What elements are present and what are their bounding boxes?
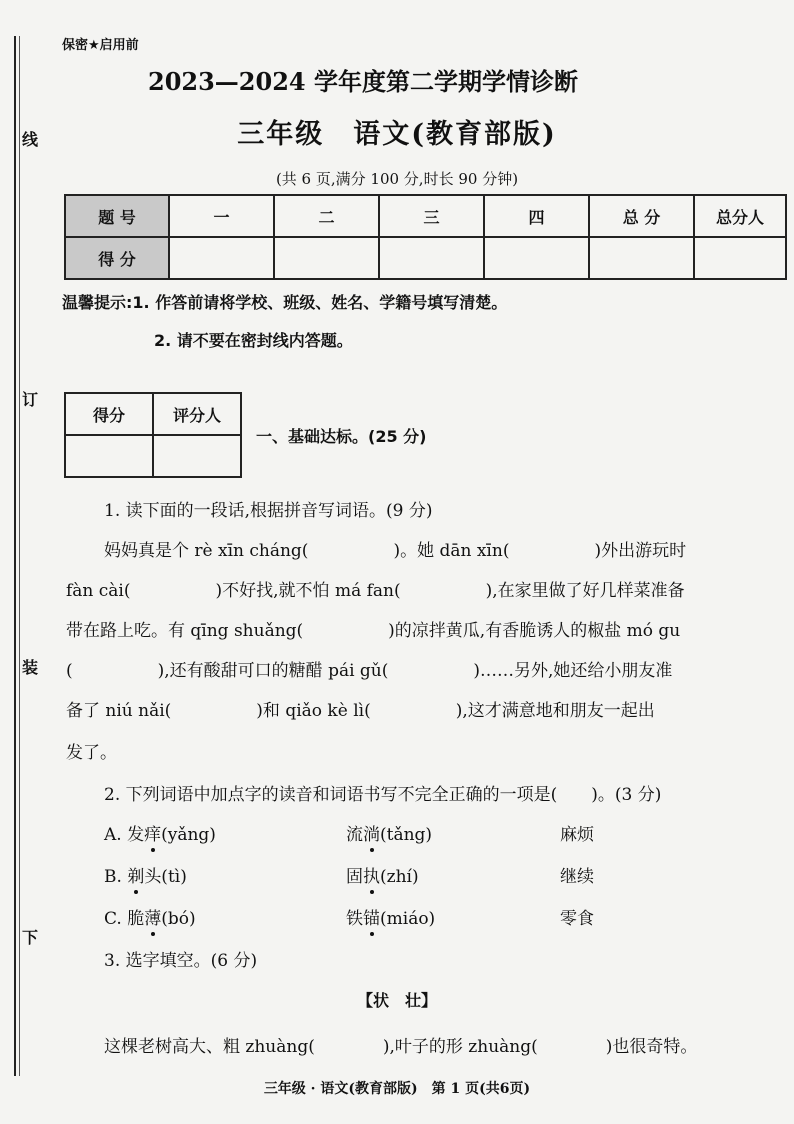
q1-title: 1. 读下面的一段话,根据拼音写词语。(9 分): [104, 501, 433, 521]
q2-option-b-word2: [346, 862, 419, 887]
dotted-char: 淌: [363, 825, 380, 845]
exam-subtitle: 三年级 语文(教育部版): [237, 119, 557, 150]
q1-line: 妈妈真是个 rè xīn cháng( )。她 dān xīn( )外出游玩时: [104, 541, 687, 561]
dotted-char: 执: [363, 867, 380, 887]
q2-option-c-word2: [346, 904, 435, 929]
pinyin: (bó): [161, 909, 196, 929]
word-text: 固: [346, 867, 363, 887]
page-footer: 三年级 · 语文(教育部版) 第 1 页(共6页): [263, 1081, 531, 1097]
exam-info: (共 6 页,满分 100 分,时长 90 分钟): [275, 170, 519, 188]
pinyin: (tǎng): [380, 825, 433, 845]
score-table-col-2: 二: [274, 195, 379, 237]
q2-option-b: [104, 862, 187, 887]
score-table-col-3: 三: [379, 195, 484, 237]
q2-option-a-word3: 麻烦: [560, 825, 594, 845]
binding-line-inner: [19, 36, 20, 1076]
dotted-char: 薄: [144, 909, 162, 929]
dotted-char: 锚: [363, 909, 380, 929]
pinyin: (miáo): [380, 909, 436, 929]
q2-option-a-word2: [346, 820, 432, 845]
q3-title: 3. 选字填空。(6 分): [104, 951, 258, 971]
score-cell[interactable]: [484, 237, 589, 279]
q2-title: 2. 下列词语中加点字的读音和词语书写不完全正确的一项是( )。(3 分): [104, 785, 662, 805]
word-text: 流: [346, 825, 363, 845]
pinyin: (yǎng): [161, 825, 216, 845]
grader-name-cell[interactable]: [153, 435, 241, 477]
q1-line: 发了。: [66, 743, 117, 763]
option-label: A.: [104, 825, 122, 845]
score-table-col-total: 总 分: [589, 195, 694, 237]
q1-line: fàn cài( )不好找,就不怕 má fan( ),在家里做了好几样菜准备: [66, 581, 685, 601]
q3-chars: 【状 壮】: [356, 991, 437, 1010]
score-cell[interactable]: [379, 237, 484, 279]
score-table-header-label: 题 号: [65, 195, 169, 237]
grader-table-grader-label: 评分人: [153, 393, 241, 435]
dotted-char: 痒: [144, 825, 162, 845]
word-text: 脆: [127, 909, 145, 929]
dotted-char: 剃: [127, 867, 145, 887]
pinyin: 头(tì): [144, 867, 187, 887]
tips-line-1: [62, 290, 507, 313]
exam-title: 2023—2024 学年度第二学期学情诊断: [148, 67, 578, 96]
grader-score-cell[interactable]: [65, 435, 153, 477]
option-label: C.: [104, 909, 122, 929]
tip-item: 2. 请不要在密封线内答题。: [154, 331, 353, 350]
tip-item: 1. 作答前请将学校、班级、姓名、学籍号填写清楚。: [132, 293, 508, 312]
score-table-col-1: 一: [169, 195, 274, 237]
score-cell[interactable]: [169, 237, 274, 279]
word-text: 铁: [346, 909, 363, 929]
grader-table: [64, 392, 242, 478]
score-table-row-label: 得 分: [65, 237, 169, 279]
q3-sentence: 这棵老树高大、粗 zhuàng( ),叶子的形 zhuàng( )也很奇特。: [104, 1037, 698, 1057]
q2-option-b-word3: 继续: [560, 867, 594, 887]
confidential-label: 保密★启用前: [62, 38, 139, 53]
side-label-xian: 线: [22, 130, 39, 149]
score-cell[interactable]: [274, 237, 379, 279]
side-label-xia: 下: [22, 928, 39, 947]
score-table-col-4: 四: [484, 195, 589, 237]
q1-line: 备了 niú nǎi( )和 qiǎo kè lì( ),这才满意地和朋友一起出: [66, 701, 655, 721]
q1-line: 带在路上吃。有 qīng shuǎng( )的凉拌黄瓜,有香脆诱人的椒盐 mó gu: [66, 621, 681, 641]
score-cell[interactable]: [589, 237, 694, 279]
side-label-zhuang: 装: [22, 658, 39, 677]
section-1-title: 一、基础达标。(25 分): [256, 427, 427, 446]
tips-label: 温馨提示:: [62, 293, 133, 312]
pinyin: (zhí): [380, 867, 419, 887]
q2-option-a: [104, 820, 216, 845]
q2-option-c: [104, 904, 196, 929]
score-cell[interactable]: [694, 237, 786, 279]
q1-line: ( ),还有酸甜可口的糖醋 pái gǔ( )……另外,她还给小朋友准: [66, 661, 673, 681]
q2-option-c-word3: 零食: [560, 909, 594, 929]
grader-table-score-label: 得分: [65, 393, 153, 435]
binding-line: [14, 36, 16, 1076]
option-label: B.: [104, 867, 122, 887]
side-label-ding: 订: [22, 390, 39, 409]
score-table: [64, 194, 787, 280]
score-table-col-grader: 总分人: [694, 195, 786, 237]
word-text: 发: [127, 825, 145, 845]
